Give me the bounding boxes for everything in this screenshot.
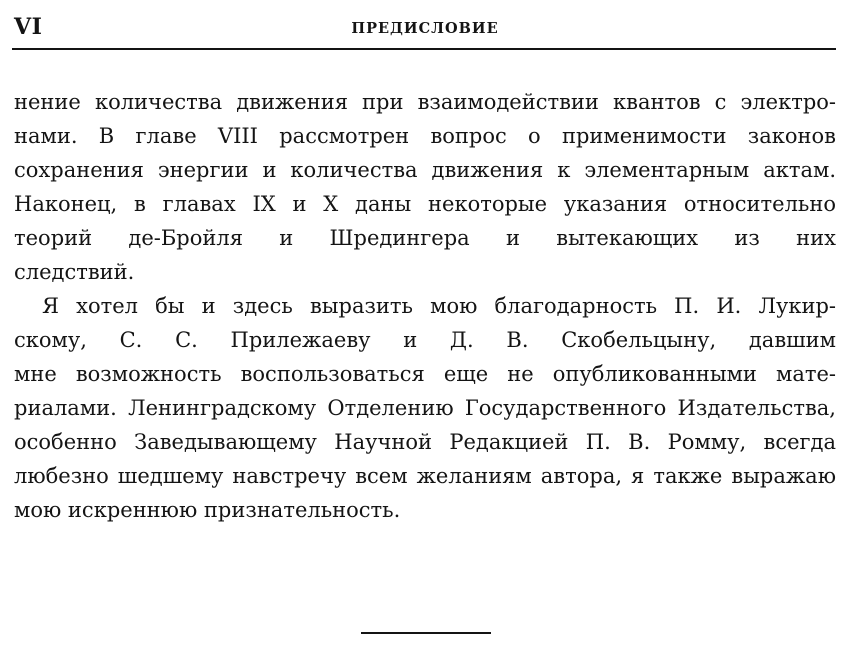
page-number: VI xyxy=(14,14,43,40)
text-line: особенно Заведывающему Научной Редакцией П. В. Ромму, всегда xyxy=(14,430,836,454)
paragraph-start-line: Я хотел бы и здесь выразить мою благодарность П. И. Лукир- xyxy=(42,294,836,318)
header-rule xyxy=(12,48,836,50)
text-line: мою искреннюю признательность. xyxy=(14,498,401,522)
text-line: скому, С. С. Прилежаеву и Д. В. Скобельцыну, давшим xyxy=(14,328,836,352)
page-header xyxy=(14,14,836,46)
end-rule xyxy=(361,632,491,634)
text-line: Наконец, в главах IX и X даны некоторые указания относительно xyxy=(14,192,836,216)
text-line: сохранения энергии и количества движения к элементарным актам. xyxy=(14,158,836,182)
text-line: риалами. Ленинградскому Отделению Государственного Издательства, xyxy=(14,396,836,420)
text-line: нами. В главе VIII рассмотрен вопрос о применимости законов xyxy=(14,124,836,148)
running-title: ПРЕДИСЛОВИЕ xyxy=(351,20,499,37)
body-text xyxy=(14,85,836,527)
text-line: следствий. xyxy=(14,260,135,284)
text-line: мне возможность воспользоваться еще не опубликованными мате- xyxy=(14,362,836,386)
text-line: любезно шедшему навстречу всем желаниям автора, я также выражаю xyxy=(14,464,836,488)
text-line: нение количества движения при взаимодействии квантов с электро- xyxy=(14,90,836,114)
text-line: теорий де-Бройля и Шредингера и вытекающих из них xyxy=(14,226,836,250)
